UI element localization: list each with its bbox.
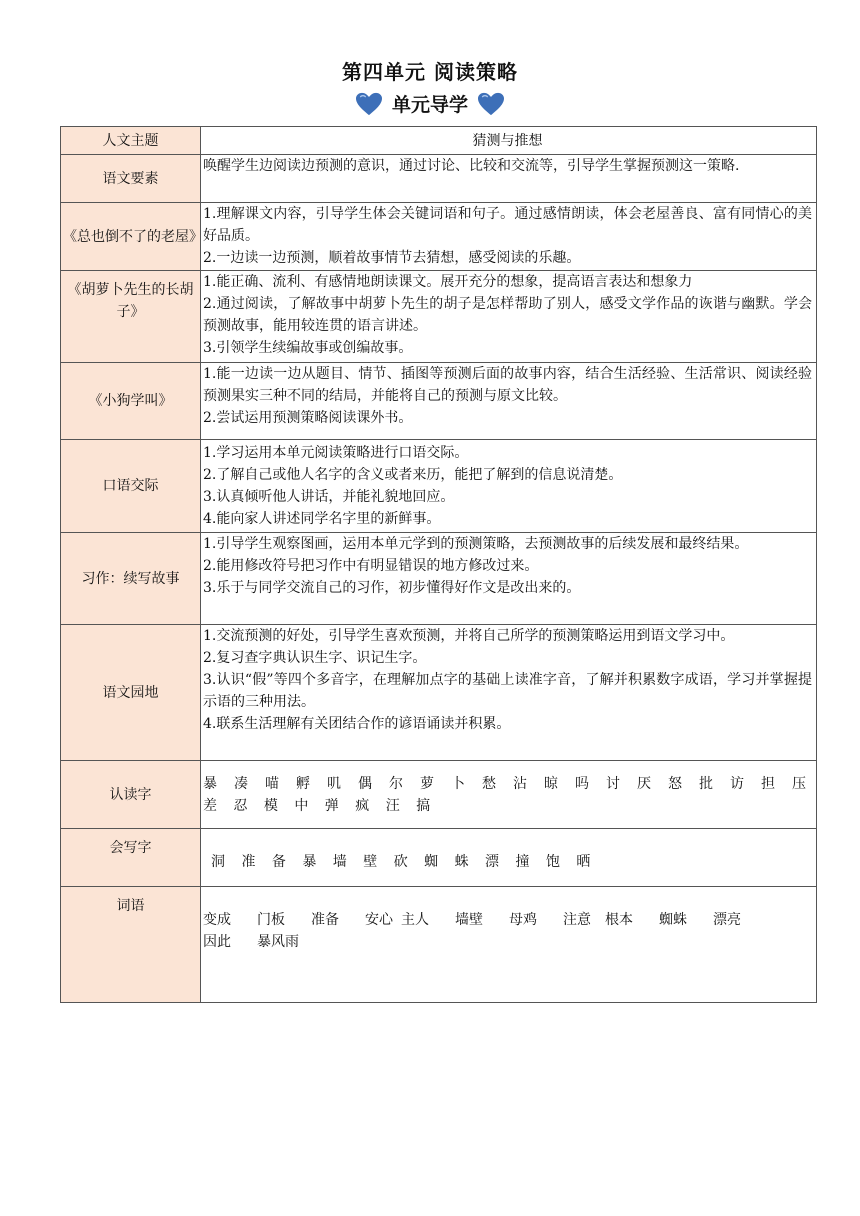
word: 变成 <box>203 912 231 928</box>
unit-guide-table <box>60 126 817 1003</box>
row-label: 《总也倒不了的老屋》 <box>61 203 201 271</box>
row-label: 语文园地 <box>61 625 201 761</box>
content-line: 3.认识“假”等四个多音字，在理解加点字的基础上读准字音，了解并积累数字成语，学习并掌握提示语的三种用法。 <box>203 672 812 710</box>
row-label: 《小狗学叫》 <box>61 363 201 440</box>
row-content <box>201 761 817 829</box>
word: 母鸡 <box>509 912 537 928</box>
table-row <box>61 533 817 625</box>
table-row <box>61 363 817 440</box>
row-content <box>201 829 817 887</box>
row-content <box>201 203 817 271</box>
word: 蜘蛛 <box>659 912 687 928</box>
writing-characters: 洞 准 备 暴 墙 壁 砍 蜘 蛛 漂 撞 饱 晒 <box>211 853 597 870</box>
reading-characters: 暴 凑 喵 孵 叽 偶 尔 萝 卜 愁 沾 晾 吗 讨 厌 怒 批 访 担 压 差 忍 模 中 弹 疯 汪 搞 <box>203 775 812 814</box>
table-row <box>61 829 817 887</box>
row-content <box>201 127 817 155</box>
word: 准备 <box>311 912 339 928</box>
word: 漂亮 <box>713 912 741 928</box>
table-row <box>61 271 817 363</box>
content-line: 2.能用修改符号把习作中有明显错误的地方修改过来。 <box>203 558 539 574</box>
content-line: 3.认真倾听他人讲话，并能礼貌地回应。 <box>203 489 455 505</box>
row-label: 《胡萝卜先生的长胡子》 <box>61 271 201 363</box>
page-title: 第四单元 阅读策略 <box>342 60 518 84</box>
content-line: 3.引领学生续编故事或创编故事。 <box>203 340 413 356</box>
table-row <box>61 887 817 1003</box>
word: 因此 <box>203 934 231 950</box>
content-line: 3.乐于与同学交流自己的习作，初步懂得好作文是改出来的。 <box>203 580 581 596</box>
table-row <box>61 203 817 271</box>
content-line: 4.联系生活理解有关团结合作的谚语诵读并积累。 <box>203 716 511 732</box>
word: 暴风雨 <box>257 934 299 950</box>
row-label: 人文主题 <box>61 127 201 155</box>
row-label: 词语 <box>61 887 201 1003</box>
table-row <box>61 761 817 829</box>
row-content <box>201 440 817 533</box>
heart-icon <box>476 91 506 117</box>
content-line: 2.一边读一边预测，顺着故事情节去猜想，感受阅读的乐趣。 <box>203 250 581 266</box>
row-content <box>201 625 817 761</box>
table-row <box>61 440 817 533</box>
row-content <box>201 155 817 203</box>
heart-icon <box>354 91 384 117</box>
word: 注意 <box>563 912 591 928</box>
content-line: 1.能一边读一边从题目、情节、插图等预测后面的故事内容，结合生活经验、生活常识、阅读经验预测果实三种不同的结局，并能将自己的预测与原文比较。 <box>203 366 812 404</box>
row-content <box>201 363 817 440</box>
row-content <box>201 887 817 1003</box>
content-line: 2.尝试运用预测策略阅读课外书。 <box>203 410 413 426</box>
content-line: 1.能正确、流利、有感情地朗读课文。展开充分的想象，提高语言表达和想象力 <box>203 274 693 290</box>
row-label: 习作：续写故事 <box>61 533 201 625</box>
content-line: 唤醒学生边阅读边预测的意识，通过讨论、比较和交流等，引导学生掌握预测这一策略. <box>203 158 740 174</box>
table-row <box>61 625 817 761</box>
content-line: 1.交流预测的好处，引导学生喜欢预测，并将自己所学的预测策略运用到语文学习中。 <box>203 628 735 644</box>
subtitle-text: 单元导学 <box>391 94 468 116</box>
word: 墙壁 <box>455 912 483 928</box>
row-label: 口语交际 <box>61 440 201 533</box>
content-line: 1.理解课文内容，引导学生体会关键词语和句子。通过感情朗读，体会老屋善良、富有同情心的美好品质。 <box>203 206 812 244</box>
content-line: 2.通过阅读，了解故事中胡萝卜先生的胡子是怎样帮助了别人，感受文学作品的诙谐与幽默。学会预测故事，能用较连贯的语言讲述。 <box>203 296 812 334</box>
page-subtitle <box>0 90 860 117</box>
content-line: 1.学习运用本单元阅读策略进行口语交际。 <box>203 445 469 461</box>
row-content <box>201 533 817 625</box>
row-label: 语文要素 <box>61 155 201 203</box>
content-line: 1.引导学生观察图画，运用本单元学到的预测策略，去预测故事的后续发展和最终结果。 <box>203 536 749 552</box>
content-line: 2.了解自己或他人名字的含义或者来历，能把了解到的信息说清楚。 <box>203 467 623 483</box>
word: 门板 <box>257 912 285 928</box>
row-label: 认读字 <box>61 761 201 829</box>
content-line: 4.能向家人讲述同学名字里的新鲜事。 <box>203 511 441 527</box>
word: 根本 <box>605 912 633 928</box>
word: 主人 <box>401 912 429 928</box>
content-line: 猜测与推想 <box>472 132 543 149</box>
word: 安心 <box>365 912 393 928</box>
table-row <box>61 155 817 203</box>
row-label: 会写字 <box>61 829 201 887</box>
content-line: 2.复习查字典认识生字、识记生字。 <box>203 650 427 666</box>
row-content <box>201 271 817 363</box>
word-list <box>203 887 812 953</box>
table-row <box>61 127 817 155</box>
